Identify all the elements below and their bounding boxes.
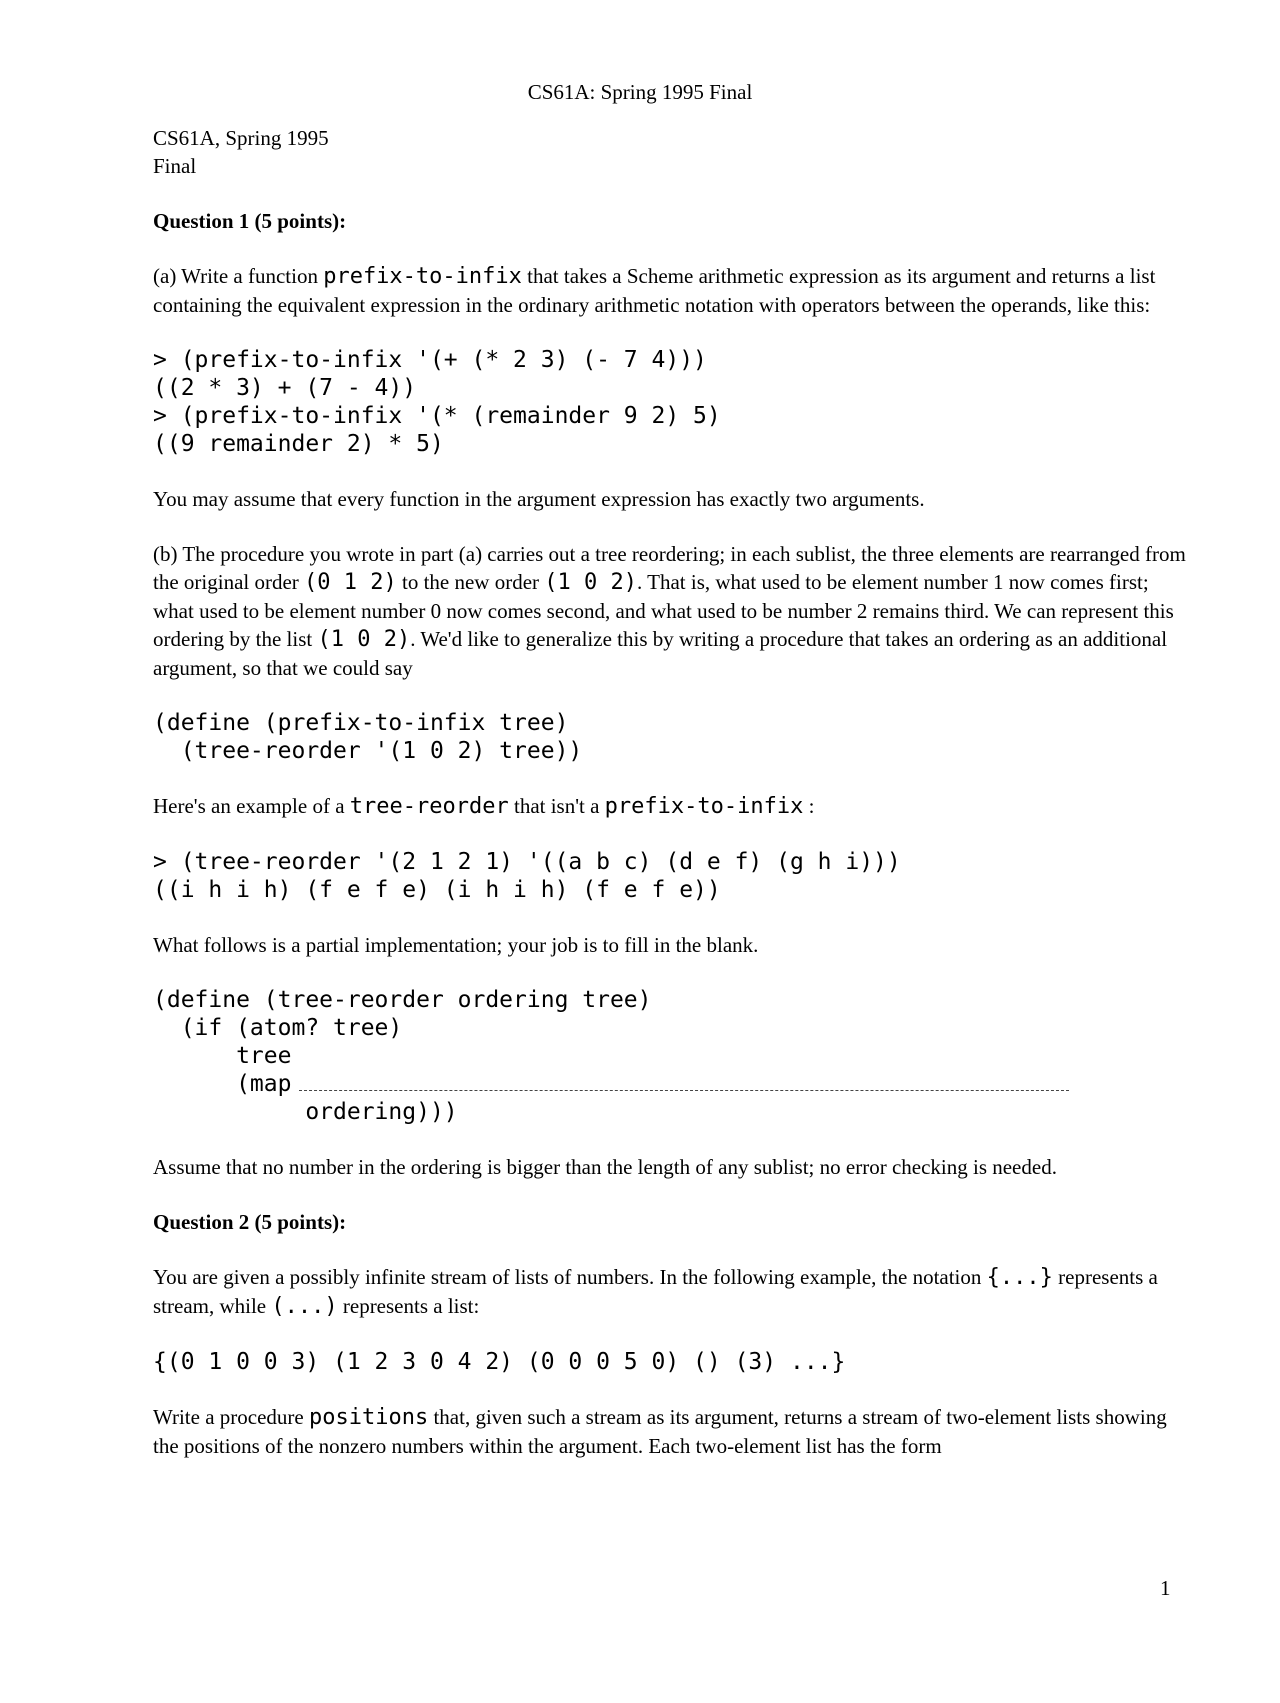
code-ordering-line: ordering))) — [153, 1099, 458, 1125]
code-example-1: > (prefix-to-infix '(+ (* 2 3) (- 7 4))) ((2 * 3) + (7 - 4)) > (prefix-to-infix '(* (remainder 9 2) 5) ((9 remainder 2) * 5) — [153, 347, 721, 457]
question-1-title: Question 1 (5 points): — [153, 209, 347, 233]
code-example-2: (define (prefix-to-infix tree) (tree-reorder '(1 0 2) tree)) — [153, 710, 583, 764]
q1-follows: What follows is a partial implementation; your job is to fill in the blank. — [153, 933, 759, 957]
code-map-line: (map — [153, 1070, 1193, 1098]
q1-part-a: (a) Write a function prefix-to-infix that takes a Scheme arithmetic expression as its argument and returns a list containing the equivalent expression in the ordinary arithmetic notation with operators between the operands, like this: — [153, 264, 1156, 317]
q1-assumption-2: Assume that no number in the ordering is bigger than the length of any sublist; no error checking is needed. — [153, 1155, 1057, 1179]
q2-paragraph-2: Write a procedure positions that, given such a stream as its argument, returns a stream of two-element lists showing the positions of the nonzero numbers within the argument. Each two-element list has the form — [153, 1405, 1167, 1458]
fn-prefix-to-infix: prefix-to-infix — [323, 264, 522, 289]
q2-paragraph-1: You are given a possibly infinite stream of lists of numbers. In the following example, the notation {...} represents a stream, while (...) represents a list: — [153, 1265, 1158, 1319]
page-content — [153, 124, 1193, 1460]
code-example-3: > (tree-reorder '(2 1 2 1) '((a b c) (d e f) (g h i))) ((i h i h) (f e f e) (i h i h) (f e f e)) — [153, 849, 901, 903]
page-header: CS61A: Spring 1995 Final — [527, 80, 753, 104]
q1-part-b: (b) The procedure you wrote in part (a) carries out a tree reordering; in each sublist, the three elements are rearranged from the original order (0 1 2) to the new order (1 0 2). That is, what used to be element number 1 now comes first; what used to be element number 0 now comes second, and what used to be number 2 remains third. We can represent this ordering by the list (1 0 2). We'd like to generalize this by writing a procedure that takes an ordering as an additional argument, so that we could say — [153, 542, 1186, 680]
course-line: CS61A, Spring 1995 — [153, 126, 329, 150]
stream-notation: {...} — [986, 1265, 1053, 1290]
q1-assumption: You may assume that every function in the argument expression has exactly two arguments. — [153, 487, 925, 511]
fn-positions: positions — [308, 1405, 429, 1430]
q1-example-intro: Here's an example of a tree-reorder that isn't a prefix-to-infix : — [153, 794, 815, 819]
code-stream-example: {(0 1 0 0 3) (1 2 3 0 4 2) (0 0 0 5 0) () (3) ...} — [153, 1349, 846, 1375]
fn-tree-reorder: tree-reorder — [349, 794, 509, 819]
page-number: 1 — [1160, 1576, 1171, 1600]
code-implementation: (define (tree-reorder ordering tree) (if (atom? tree) tree — [153, 987, 652, 1069]
fill-in-blank[interactable] — [299, 1072, 1069, 1091]
fn-prefix-to-infix-2: prefix-to-infix — [604, 794, 804, 819]
exam-line: Final — [153, 154, 197, 178]
question-2-title: Question 2 (5 points): — [153, 1210, 347, 1234]
order-list: (1 0 2) — [317, 627, 411, 652]
list-notation: (...) — [271, 1294, 338, 1319]
order-new: (1 0 2) — [544, 570, 638, 595]
order-original: (0 1 2) — [304, 570, 397, 595]
